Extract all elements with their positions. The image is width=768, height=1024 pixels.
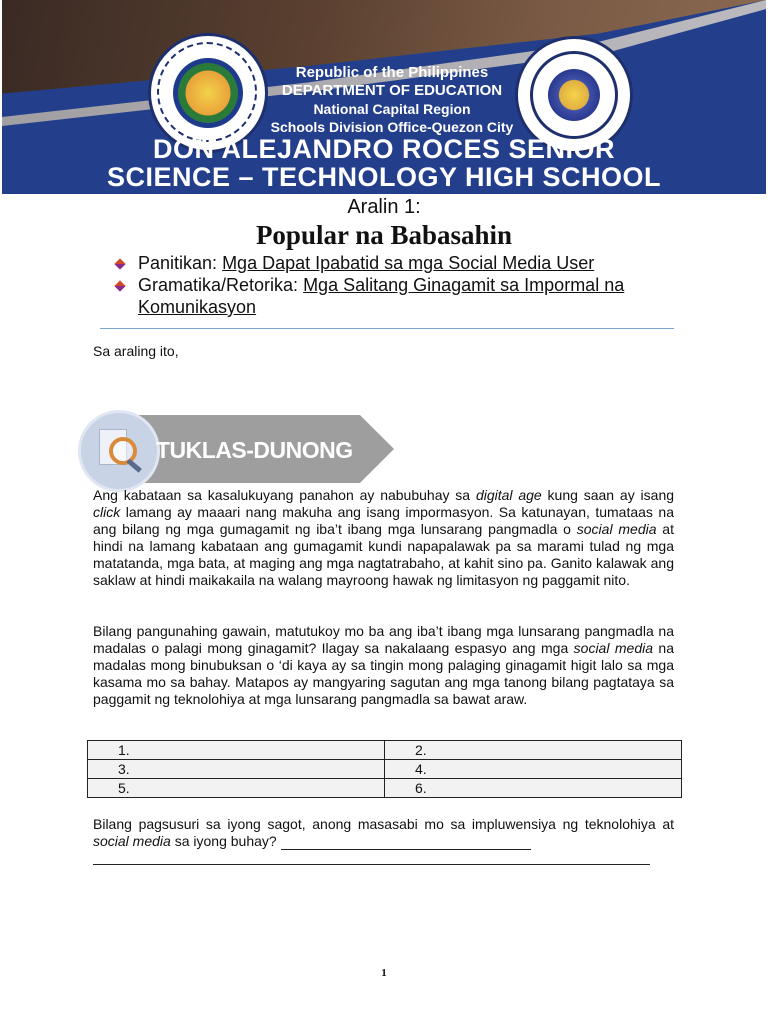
text-run-italic: social media [93, 833, 171, 849]
paragraph-instructions [93, 623, 674, 708]
school-name [2, 135, 766, 191]
text-run: Bilang pangunahing gawain, matutukoy mo ba ang iba’t ibang mga lunsarang pangmadla na madalas o palagi mong ginagamit? Ilagay sa nakalaang espasyo ang mga [93, 623, 674, 656]
answer-cell[interactable]: 4. [385, 760, 682, 779]
topic-item-gramatika [116, 274, 686, 318]
answer-blank-line-2[interactable] [93, 864, 650, 865]
text-run: Ang kabataan sa kasalukuyang panahon ay nabubuhay sa [93, 487, 476, 503]
table-row [88, 779, 682, 798]
answer-cell[interactable]: 5. [88, 779, 385, 798]
lesson-number: Aralin 1: [347, 196, 421, 218]
text-run: kung saan ay isang [541, 487, 675, 503]
reflection-question [93, 816, 674, 850]
bullet-icon [114, 258, 125, 269]
section-title: TUKLAS-DUNONG [156, 437, 353, 463]
paragraph-intro [93, 487, 674, 589]
answer-cell[interactable]: 1. [88, 741, 385, 760]
answer-cell[interactable]: 2. [385, 741, 682, 760]
text-run: lamang ay maaari nang makuha ang isang impormasyon. Sa katunayan, tumataas na ang bilang ng mga gumagamit ng iba’t ibang mga lunsarang pangmadla o [93, 504, 674, 537]
topic-item-panitikan [116, 252, 686, 274]
text-run-italic: digital age [475, 487, 542, 503]
answer-blank-line[interactable] [281, 849, 531, 850]
text-run: Bilang pagsusuri sa iyong sagot, anong masasabi mo sa impluwensiya ng teknolohiya at [93, 816, 674, 832]
topic-label: Panitikan: [138, 253, 223, 273]
text-run-italic: social media [573, 640, 653, 656]
lesson-title: Popular na Babasahin [255, 220, 513, 250]
school-name-line2: SCIENCE – TECHNOLOGY HIGH SCHOOL [106, 162, 662, 192]
header-agency-lines [252, 64, 532, 136]
topic-value: Mga Salitang Ginagamit sa Impormal na Komunikasyon [138, 275, 625, 317]
header-banner [2, 0, 766, 194]
topic-value: Mga Dapat Ipabatid sa mga Social Media User [222, 253, 595, 273]
bullet-icon [114, 280, 125, 291]
school-name-line1: DON ALEJANDRO ROCES SENIOR [152, 134, 616, 164]
answer-cell[interactable]: 3. [88, 760, 385, 779]
header-line-republic: Republic of the Philippines [295, 64, 489, 81]
topic-label: Gramatika/Retorika: [138, 275, 304, 295]
title-divider [100, 328, 674, 329]
text-run-italic: click [93, 504, 121, 520]
text-run: na madalas mong binubuksan o ‘di kaya ay sa tingin mong palaging ginagamit higit lalo sa mga kasama mo sa bahay. Matapos ay mangyaring sagutan ang mga tanong bilang pagtataya sa paggamit ng teknolohiya at mga lunsarang pangmadla sa bawat araw. [93, 640, 674, 707]
magnifier-handle-icon [126, 459, 141, 473]
text-run: sa iyong buhay? [170, 833, 281, 849]
answer-table [87, 740, 682, 798]
header-line-deped: DEPARTMENT OF EDUCATION [281, 82, 503, 99]
page-number: 1 [381, 967, 387, 979]
table-row [88, 741, 682, 760]
table-row [88, 760, 682, 779]
topic-list [116, 252, 686, 318]
school-seal-emblem [173, 58, 243, 128]
answer-cell[interactable]: 6. [385, 779, 682, 798]
intro-text: Sa araling ito, [93, 343, 179, 359]
text-run-italic: social media [576, 521, 657, 537]
text-run: at hindi na lamang kabataan ang gumagamit kundi napapalawak pa sa marami tulad ng mga matatanda, mga bata, at maging ang mga nagtatrabaho, at kahit sino pa. Ganito kalawak ang saklaw at hindi maikakaila na walang mayroong hawak ng limitasyon ng paggamit nito. [93, 521, 674, 588]
header-line-region: National Capital Region [313, 101, 471, 117]
magnifier-document-icon [78, 410, 160, 492]
deped-seal-emblem [548, 69, 600, 121]
header-line-division: Schools Division Office-Quezon City [270, 119, 514, 135]
